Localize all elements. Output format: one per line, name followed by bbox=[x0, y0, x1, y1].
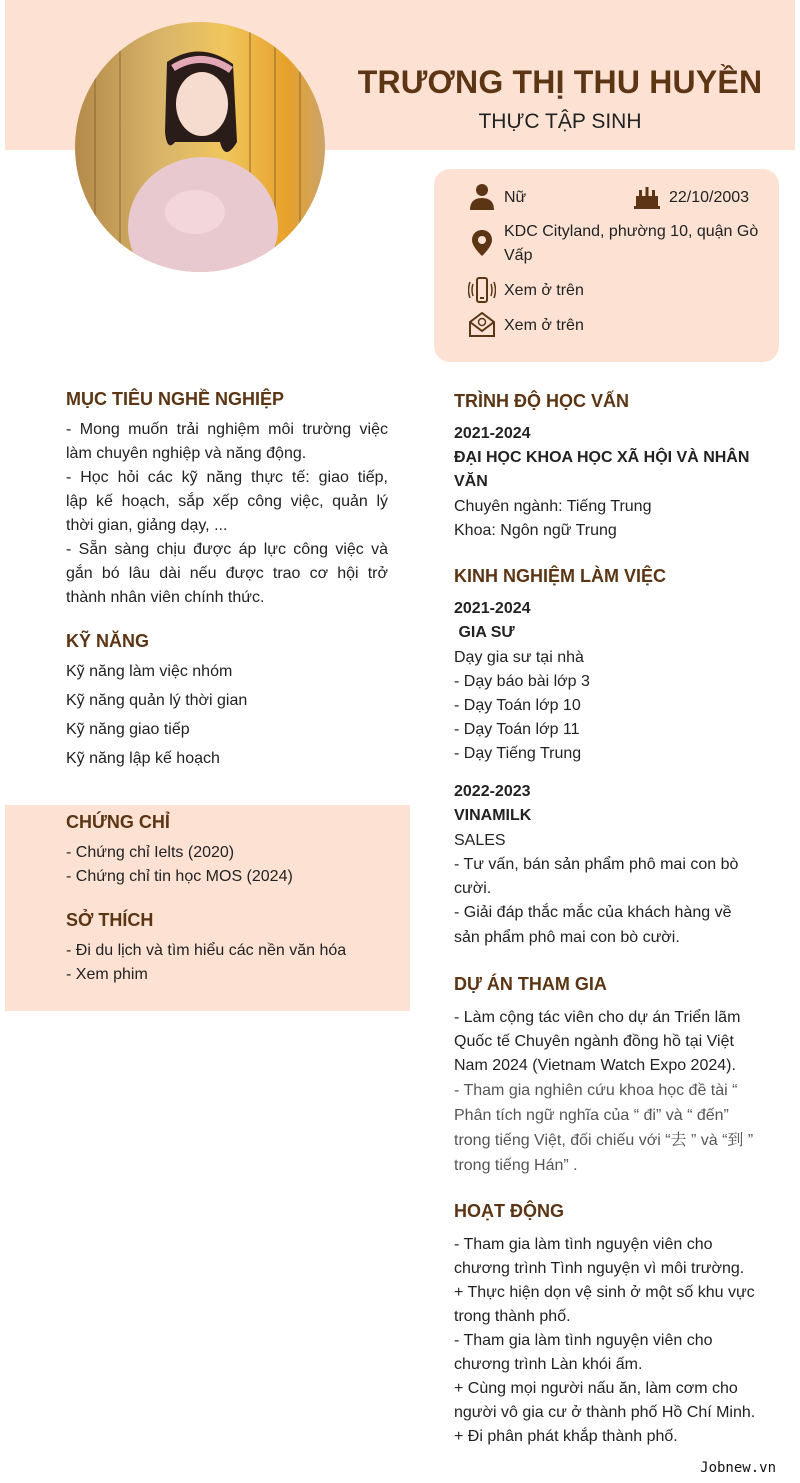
skill-item: Kỹ năng quản lý thời gian bbox=[66, 692, 248, 709]
experience-title: KINH NGHIỆM LÀM VIỆC bbox=[454, 566, 667, 586]
address-line-1: KDC Cityland, phường 10, quận Gò bbox=[504, 223, 759, 240]
education-major: Chuyên ngành: Tiếng Trung bbox=[454, 498, 652, 515]
gender-value: Nữ bbox=[504, 189, 527, 206]
job-line: Dạy gia sư tại nhà bbox=[454, 649, 584, 666]
job-line: cười. bbox=[454, 880, 492, 897]
project-line: trong tiếng Hán” . bbox=[454, 1157, 578, 1174]
job-period: 2021-2024 bbox=[454, 600, 531, 617]
project-line: - Làm cộng tác viên cho dự án Triển lãm bbox=[454, 1009, 741, 1026]
jobnew-watermark[interactable]: Jobnew.vn bbox=[700, 1460, 776, 1476]
activity-line: + Thực hiện dọn vệ sinh ở một số khu vực bbox=[454, 1284, 755, 1301]
job-line: - Dạy Toán lớp 11 bbox=[454, 721, 580, 738]
activity-line: - Tham gia làm tình nguyện viên cho bbox=[454, 1236, 713, 1253]
school-name-line-1: ĐẠI HỌC KHOA HỌC XÃ HỘI VÀ NHÂN bbox=[454, 449, 750, 466]
certificate-item: - Chứng chỉ tin học MOS (2024) bbox=[66, 868, 293, 885]
candidate-name: TRƯƠNG THỊ THU HUYỀN bbox=[357, 64, 763, 100]
skill-item: Kỹ năng giao tiếp bbox=[66, 721, 190, 738]
education-title: TRÌNH ĐỘ HỌC VẤN bbox=[454, 391, 629, 411]
person-icon bbox=[469, 183, 495, 211]
activity-line: - Tham gia làm tình nguyện viên cho bbox=[454, 1332, 713, 1349]
objective-line: thời gian, giảng dạy, ... bbox=[66, 517, 228, 534]
certificates-title: CHỨNG CHỈ bbox=[66, 812, 170, 832]
objective-line: thành nhân viên chính thức. bbox=[66, 589, 265, 606]
projects-title: DỰ ÁN THAM GIA bbox=[454, 974, 607, 994]
activity-line: chương trình Tình nguyện vì môi trường. bbox=[454, 1260, 745, 1277]
location-pin-icon bbox=[471, 229, 493, 257]
education-period: 2021-2024 bbox=[454, 425, 531, 442]
job-title: THỰC TẬP SINH bbox=[478, 110, 642, 133]
job-line: - Giải đáp thắc mắc của khách hàng về bbox=[454, 904, 732, 921]
activity-line: + Cùng mọi người nấu ăn, làm cơm cho bbox=[454, 1380, 738, 1397]
profile-photo bbox=[75, 22, 325, 272]
project-line: Phân tích ngữ nghĩa của “ đi” và “ đến” bbox=[454, 1107, 729, 1124]
objective-line: gắn bó lâu dài nếu được trao cơ hội trở bbox=[66, 565, 388, 582]
activity-line: + Đi phân phát khắp thành phố. bbox=[454, 1428, 678, 1445]
job-line: SALES bbox=[454, 832, 506, 849]
hobby-item: - Đi du lịch và tìm hiểu các nền văn hóa bbox=[66, 942, 347, 959]
objective-text bbox=[66, 418, 388, 610]
job-line: - Dạy Tiếng Trung bbox=[454, 745, 582, 762]
hobby-item: - Xem phim bbox=[66, 966, 148, 983]
email-value: Xem ở trên bbox=[504, 317, 584, 334]
job-company: GIA SƯ bbox=[454, 624, 515, 641]
skills-title: KỸ NĂNG bbox=[66, 631, 150, 651]
education-faculty: Khoa: Ngôn ngữ Trung bbox=[454, 522, 617, 539]
project-line: - Tham gia nghiên cứu khoa học đề tài “ bbox=[454, 1082, 738, 1099]
project-line: trong tiếng Việt, đối chiếu với “去 ” và “到 ” bbox=[454, 1132, 754, 1149]
phone-icon bbox=[468, 277, 496, 303]
hobbies-title: SỞ THÍCH bbox=[66, 910, 154, 930]
envelope-icon bbox=[469, 312, 495, 337]
address-line-2: Vấp bbox=[504, 247, 533, 264]
activities-title: HOẠT ĐỘNG bbox=[454, 1201, 564, 1221]
skill-item: Kỹ năng lập kế hoạch bbox=[66, 750, 220, 767]
objective-title: MỤC TIÊU NGHỀ NGHIỆP bbox=[66, 389, 285, 409]
job-line: - Dạy báo bài lớp 3 bbox=[454, 673, 590, 690]
job-period: 2022-2023 bbox=[454, 783, 531, 800]
school-name-line-2: VĂN bbox=[454, 473, 488, 490]
objective-line: lập kế hoạch, sắp xếp công việc, quản lý bbox=[66, 493, 388, 510]
objective-line: - Sẵn sàng chịu được áp lực công việc và bbox=[66, 541, 388, 558]
activity-line: trong thành phố. bbox=[454, 1308, 571, 1325]
certificate-item: - Chứng chỉ Ielts (2020) bbox=[66, 844, 235, 861]
dob-value: 22/10/2003 bbox=[669, 189, 750, 206]
activity-line: người vô gia cư ở thành phố Hồ Chí Minh. bbox=[454, 1404, 756, 1421]
activity-line: chương trình Làn khói ấm. bbox=[454, 1356, 643, 1373]
skill-item: Kỹ năng làm việc nhóm bbox=[66, 663, 233, 680]
objective-line: - Học hỏi các kỹ năng thực tế: giao tiếp, bbox=[66, 469, 388, 486]
project-line: Nam 2024 (Vietnam Watch Expo 2024). bbox=[454, 1057, 736, 1074]
job-line: - Tư vấn, bán sản phẩm phô mai con bò bbox=[454, 856, 739, 873]
phone-value: Xem ở trên bbox=[504, 282, 584, 299]
job-line: - Dạy Toán lớp 10 bbox=[454, 697, 581, 714]
job-line: sản phẩm phô mai con bò cười. bbox=[454, 929, 680, 946]
objective-line: làm chuyên nghiệp và năng động. bbox=[66, 445, 307, 462]
project-line: Quốc tế Chuyên ngành đồng hồ tại Việt bbox=[454, 1033, 734, 1050]
calendar-cake-icon bbox=[634, 184, 660, 210]
job-company: VINAMILK bbox=[454, 807, 532, 824]
objective-line: - Mong muốn trải nghiệm môi trường việc bbox=[66, 421, 388, 438]
